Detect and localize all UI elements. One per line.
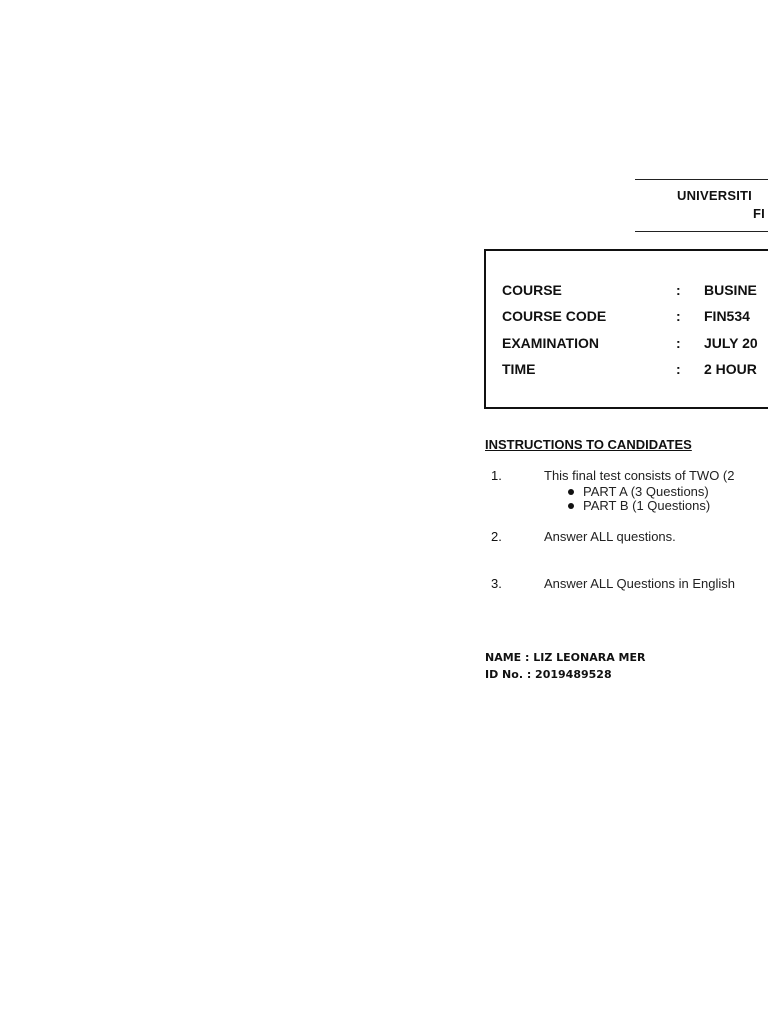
course-code-label: COURSE CODE [502, 308, 607, 324]
course-code-value: FIN534 [704, 308, 750, 324]
course-code-colon: : [676, 308, 681, 324]
instruction-text-3: Answer ALL Questions in English [544, 576, 736, 591]
time-value: 2 HOUR [704, 361, 757, 377]
bullet-dot-icon [568, 489, 574, 495]
course-colon: : [676, 282, 681, 298]
header-top-rule [635, 179, 768, 180]
time-colon: : [676, 361, 681, 377]
instruction-text-2: Answer ALL questions. [544, 529, 676, 544]
header-bottom-rule [635, 231, 768, 232]
course-info-box [484, 249, 768, 409]
header-university-name: UNIVERSITI [677, 188, 752, 203]
bullet-dot-icon [568, 503, 574, 509]
course-value: BUSINE [704, 282, 757, 298]
examination-value: JULY 20 [704, 335, 758, 351]
bullet-part-b-text: PART B (1 Questions) [583, 498, 711, 513]
instruction-number-1: 1. [491, 468, 502, 483]
instructions-title: INSTRUCTIONS TO CANDIDATES [485, 437, 692, 452]
time-label: TIME [502, 361, 536, 377]
candidate-id: ID No. : 2019489528 [485, 668, 612, 681]
candidate-name: NAME : LIZ LEONARA MER [485, 651, 646, 664]
bullet-part-a [568, 484, 709, 499]
instruction-text-1: This final test consists of TWO (2 [544, 468, 735, 483]
bullet-part-b [568, 498, 710, 513]
bullet-part-a-text: PART A (3 Questions) [583, 484, 709, 499]
examination-colon: : [676, 335, 681, 351]
examination-label: EXAMINATION [502, 335, 599, 351]
header-faculty-name: FI [753, 206, 765, 221]
course-label: COURSE [502, 282, 562, 298]
instruction-number-3: 3. [491, 576, 502, 591]
instruction-number-2: 2. [491, 529, 502, 544]
